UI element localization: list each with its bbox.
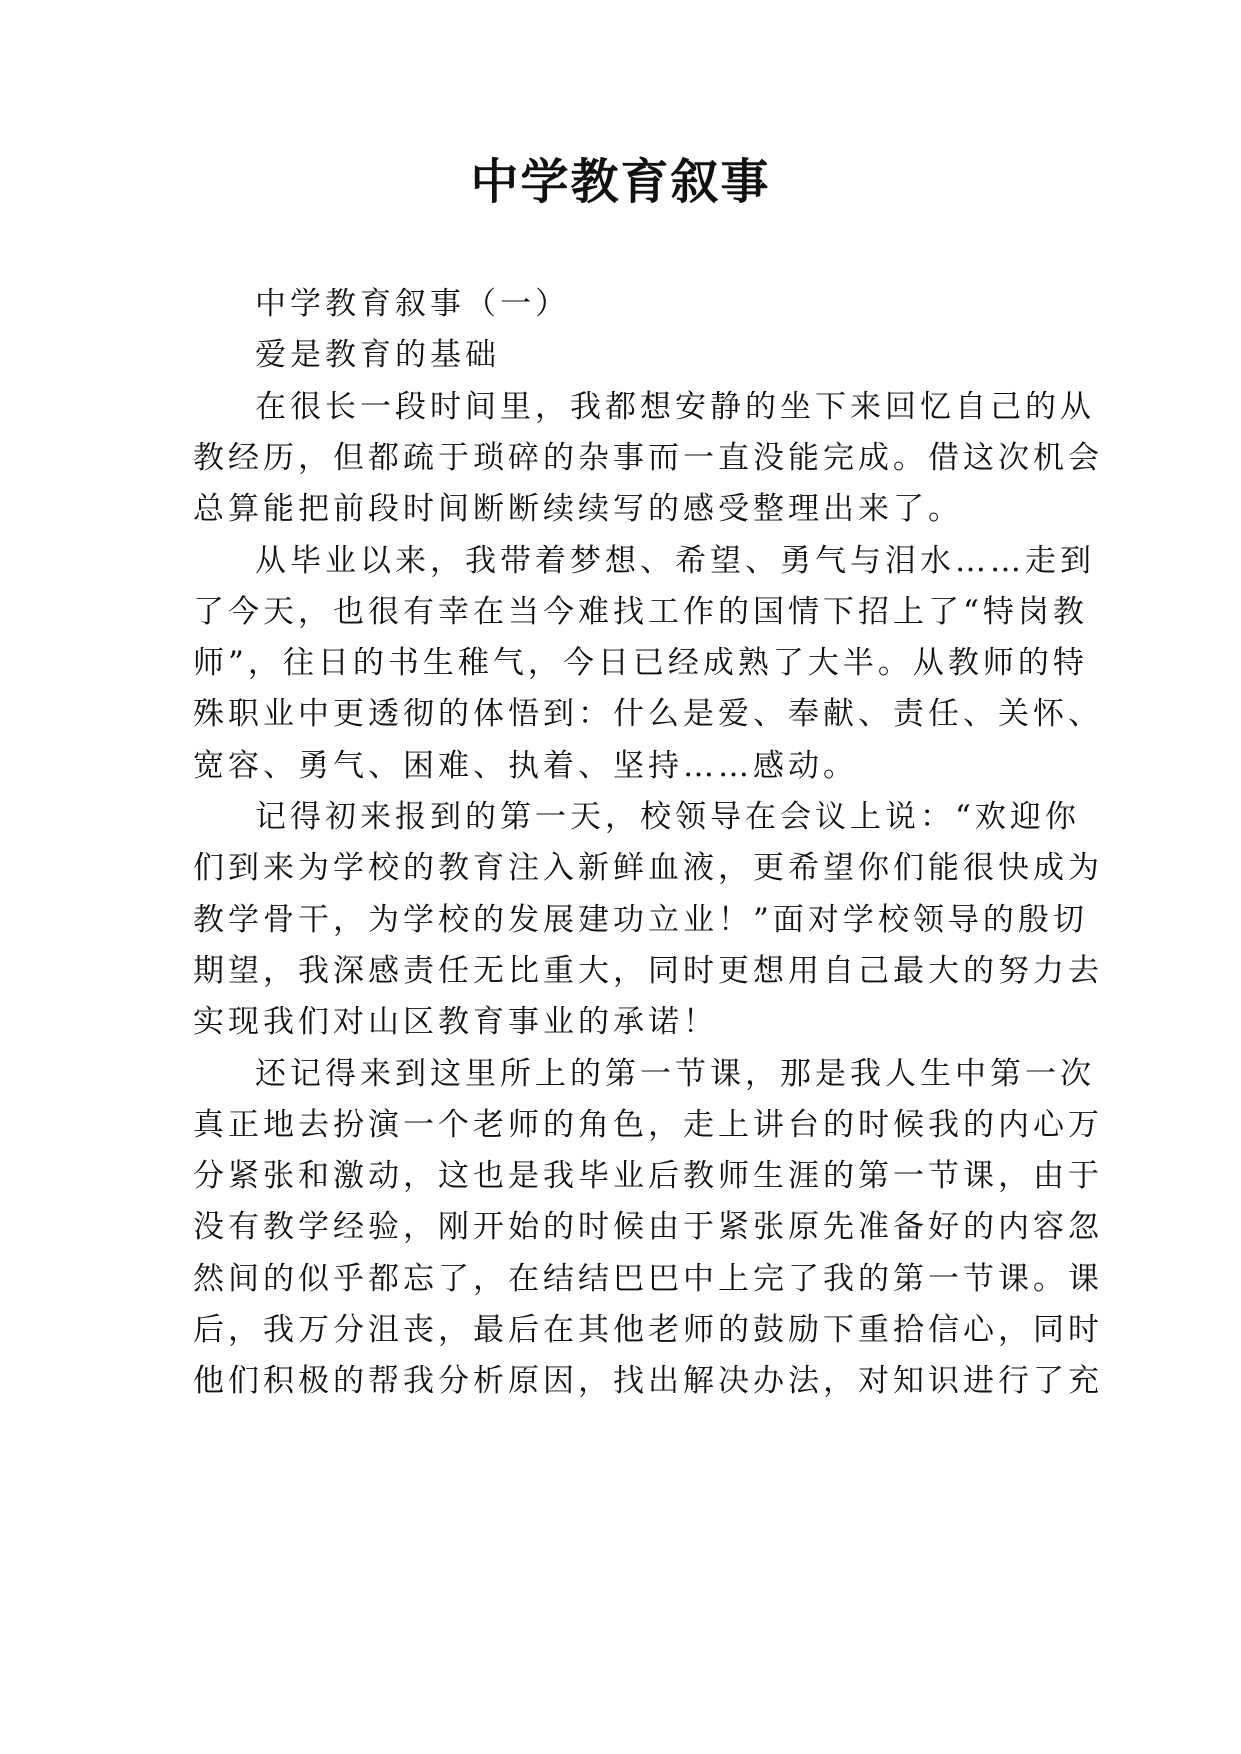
text-line: 教经历，但都疏于琐碎的杂事而一直没能完成。借这次机会 (193, 439, 1103, 476)
text-line: 教学骨干，为学校的发展建功立业！”面对学校领导的殷切 (193, 901, 1088, 938)
text-line: 在很长一段时间里，我都想安静的坐下来回忆自己的从 (255, 388, 1095, 425)
text-line: 殊职业中更透彻的体悟到：什么是爱、奉献、责任、关怀、 (193, 696, 1103, 733)
text-line: 没有教学经验，刚开始的时候由于紧张原先准备好的内容忽 (193, 1209, 1103, 1246)
text-line: 期望，我深感责任无比重大，同时更想用自己最大的努力去 (193, 952, 1103, 989)
text-line: 了今天，也很有幸在当今难找工作的国情下招上了“特岗教 (193, 593, 1088, 630)
text-line: 然间的似乎都忘了，在结结巴巴中上完了我的第一节课。课 (193, 1260, 1103, 1297)
text-line: 中学教育叙事（一） (255, 286, 570, 322)
text-line: 他们积极的帮我分析原因，找出解决办法，对知识进行了充 (193, 1363, 1103, 1400)
document-title: 中学教育叙事 (470, 154, 771, 210)
text-line: 分紧张和激动，这也是我毕业后教师生涯的第一节课，由于 (193, 1158, 1103, 1195)
text-line: 师”，往日的书生稚气，今日已经成熟了大半。从教师的特 (193, 645, 1088, 682)
text-line: 还记得来到这里所上的第一节课，那是我人生中第一次 (255, 1055, 1095, 1092)
text-line: 实现我们对山区教育事业的承诺！ (193, 1004, 718, 1041)
text-line: 宽容、勇气、困难、执着、坚持……感动。 (193, 747, 858, 784)
text-line: 后，我万分沮丧，最后在其他老师的鼓励下重拾信心，同时 (193, 1312, 1103, 1348)
text-line: 爱是教育的基础 (255, 337, 500, 374)
text-line: 从毕业以来，我带着梦想、希望、勇气与泪水……走到 (255, 542, 1095, 579)
text-line: 们到来为学校的教育注入新鲜血液，更希望你们能很快成为 (193, 850, 1103, 887)
text-line: 记得初来报到的第一天，校领导在会议上说：“欢迎你 (255, 799, 1080, 835)
text-line: 真正地去扮演一个老师的角色，走上讲台的时候我的内心万 (193, 1106, 1103, 1143)
text-line: 总算能把前段时间断断续续写的感受整理出来了。 (193, 491, 963, 528)
